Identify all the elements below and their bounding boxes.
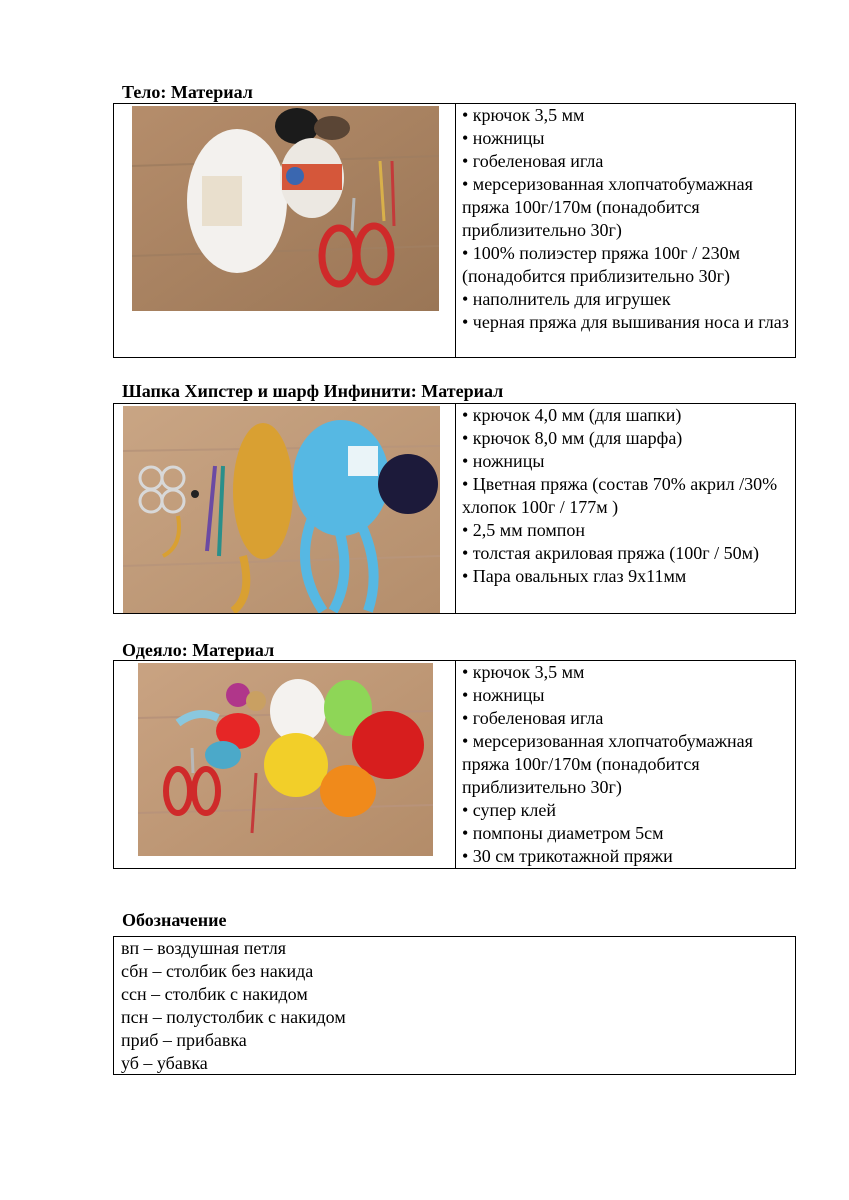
column-divider bbox=[455, 661, 456, 868]
list-item: • крючок 3,5 мм bbox=[462, 662, 585, 682]
list-item: • ножницы bbox=[462, 128, 545, 148]
materials-table-blanket bbox=[113, 660, 796, 869]
legend-item: ссн – столбик с накидом bbox=[121, 984, 308, 1004]
list-item: • наполнитель для игрушек bbox=[462, 289, 671, 309]
legend-item: приб – прибавка bbox=[121, 1030, 247, 1050]
section-title-hat-scarf: Шапка Хипстер и шарф Инфинити: Материал bbox=[122, 381, 504, 401]
photo-body-materials bbox=[132, 106, 439, 311]
legend-title: Обозначение bbox=[122, 910, 227, 930]
list-item: • 100% полиэстер пряжа 100г / 230м (понадобится приблизительно 30г) bbox=[462, 243, 740, 286]
materials-table-hat-scarf bbox=[113, 403, 796, 614]
list-item: • 2,5 мм помпон bbox=[462, 520, 586, 540]
legend-item: уб – убавка bbox=[121, 1053, 208, 1073]
list-item: • гобеленовая игла bbox=[462, 708, 604, 728]
list-item: • помпоны диаметром 5см bbox=[462, 823, 664, 843]
list-item: • черная пряжа для вышивания носа и глаз bbox=[462, 312, 789, 332]
list-item: • крючок 3,5 мм bbox=[462, 105, 585, 125]
section-title-blanket: Одеяло: Материал bbox=[122, 640, 275, 660]
photo-blanket-materials bbox=[138, 663, 433, 856]
list-item: • Цветная пряжа (состав 70% акрил /30% хлопок 100г / 177м ) bbox=[462, 474, 778, 517]
list-item: • супер клей bbox=[462, 800, 557, 820]
legend-item: сбн – столбик без накида bbox=[121, 961, 314, 981]
list-item: • мерсеризованная хлопчатобумажная пряжа 100г/170м (понадобится приблизительно 30г) bbox=[462, 731, 753, 797]
list-item: • ножницы bbox=[462, 685, 545, 705]
photo-hat-scarf-materials bbox=[123, 406, 440, 613]
column-divider bbox=[455, 404, 456, 613]
list-item: • крючок 8,0 мм (для шарфа) bbox=[462, 428, 683, 448]
list-item: • гобеленовая игла bbox=[462, 151, 604, 171]
materials-list-body bbox=[462, 104, 796, 334]
list-item: • толстая акриловая пряжа (100г / 50м) bbox=[462, 543, 759, 563]
list-item: • крючок 4,0 мм (для шапки) bbox=[462, 405, 682, 425]
section-title-body: Тело: Материал bbox=[122, 82, 253, 102]
materials-table-body bbox=[113, 103, 796, 358]
list-item: • ножницы bbox=[462, 451, 545, 471]
materials-list-hat-scarf bbox=[462, 404, 796, 588]
list-item: • Пара овальных глаз 9х11мм bbox=[462, 566, 687, 586]
legend-list bbox=[121, 937, 781, 1075]
legend-item: псн – полустолбик с накидом bbox=[121, 1007, 346, 1027]
legend-item: вп – воздушная петля bbox=[121, 938, 287, 958]
list-item: • 30 см трикотажной пряжи bbox=[462, 846, 673, 866]
list-item: • мерсеризованная хлопчатобумажная пряжа 100г/170м (понадобится приблизительно 30г) bbox=[462, 174, 753, 240]
materials-list-blanket bbox=[462, 661, 796, 868]
column-divider bbox=[455, 104, 456, 357]
legend-box bbox=[113, 936, 796, 1075]
